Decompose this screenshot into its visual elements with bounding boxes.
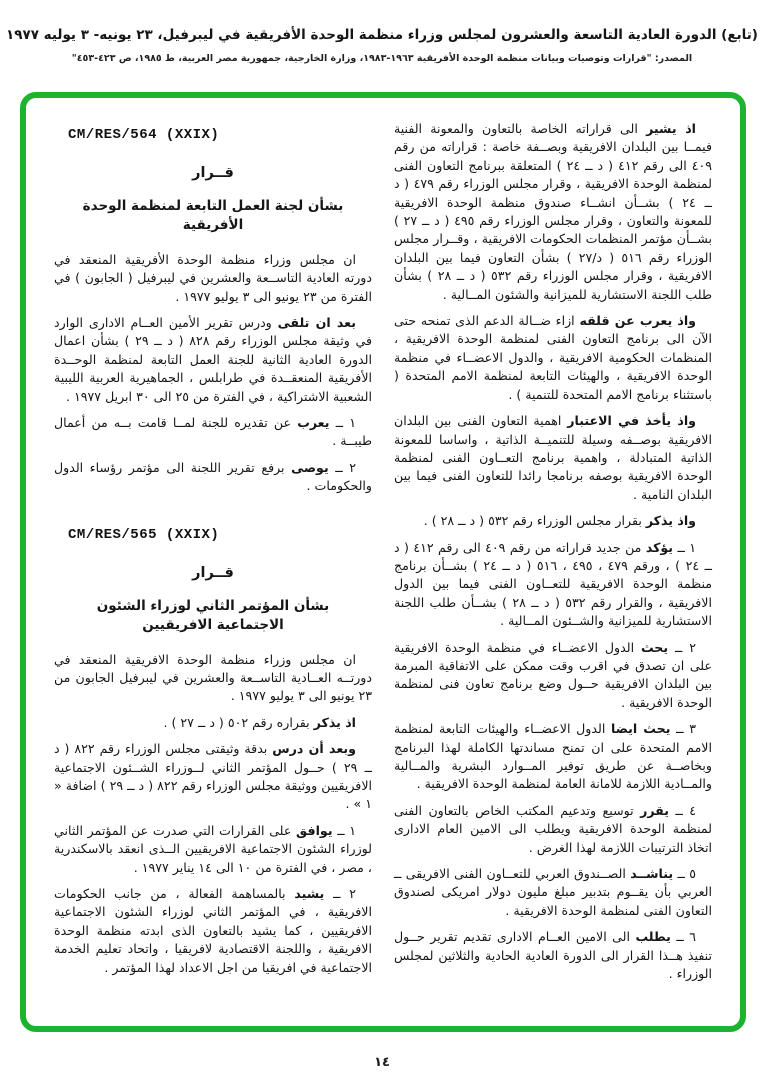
item-number: ٢ ــ	[333, 885, 356, 901]
paragraph-text: من جديد قراراته من رقم ٤٠٩ الى رقم ٤١٢ ( د ــ ٢٤ ) ، ورقم ٤٧٩ ، ٤٩٥ ، ٥١٦ ( د ــ ٢٤ ) بشــأن برنامج منظمة الوحدة الافريقية للتعــاون الفنى فيما بين الدول الافريقية ، والقرار رقم ٥٣٢ ( د ــ ٢٨ ) بشــأن طلب اللجنة الاستشارية للميزانية والشــئون المــالية .	[394, 539, 712, 629]
paragraph-text: بدقة وثيقتى مجلس الوزراء رقم ٨٢٢ ( د ــ ٢٩ ) حــول المؤتمر الثاني لــوزراء الشــئون الاجتماعية الافريقيين ووثيقة مجلس الوزراء رقم ٨٢٢ ( د ــ ٢٩ ) اضافة « ١ » .	[54, 741, 372, 812]
numbered-item	[54, 822, 372, 877]
numbered-item	[54, 885, 372, 977]
paragraph	[54, 740, 372, 814]
two-column-body	[26, 98, 740, 1001]
resolution-title: قــرار	[192, 565, 234, 582]
item-number: ٦ ــ	[676, 929, 696, 945]
item-number: ٢ ــ	[674, 639, 696, 655]
paragraph	[54, 651, 372, 706]
paragraph-text: الصــندوق العربي للتعــاون الفنى الافريقى ــ العربي بأن يقــوم بتدبير مبلغ مليون دولار امريكى لصندوق التعاون الفنى لمنظمة الوحدة الافريقية .	[394, 866, 712, 918]
page-header	[0, 0, 764, 64]
source-line: المصدر: "قرارات وتوصيات وبيانات منظمة الوحدة الأفريقية ١٩٦٣-١٩٨٣، وزارة الخارجية، جمهورية مصر العربية، ط ١٩٨٥، ص ٤٢٣-٤٥٣"	[71, 52, 693, 64]
item-number: ٤ ــ	[675, 802, 696, 818]
paragraph-text: برفع تقرير اللجنة الى مؤتمر رؤساء الدول والحكومات .	[54, 459, 372, 494]
paragraph	[54, 714, 372, 732]
resolution-code: CM/RES/565 (XXIX)	[68, 526, 220, 543]
numbered-item	[394, 720, 712, 794]
paragraph-lead: يؤكد	[645, 539, 674, 555]
paragraph-text: عن تقديره للجنة لمــا قامت بــه من أعمال طيبــة .	[54, 415, 372, 449]
paragraph-lead: واذ يأخذ في الاعتبار	[567, 413, 696, 429]
paragraph-text: ازاء ضــالة الدعم الذى تمنحه حتى الآن الى برنامج التعاون الفنى لمنظمة الوحدة الافريقية ، المنظمات الحكومية الافريقية ، والدول الاعضــاء في منظمة الوحدة الافريقية ، والهيئات التابعة لمنظمة الامم المتحدة ( باستثناء برنامج الامم المتحدة للتنمية ) .	[394, 313, 712, 402]
paragraph-text: ان مجلس وزراء منظمة الوحدة الأفريقية المنعقد في دورته العادية التاســعة والعشرين في ليبرفيل ( الجابون ) في الفترة من ٢٣ يونيو الى ٣ يوليو ١٩٧٧ .	[54, 251, 372, 304]
resolution-subtitle: بشأن لجنة العمل التابعة لمنظمة الوحدة الأفريقية	[82, 197, 344, 233]
session-title: (تابع) الدورة العادية التاسعة والعشرون لمجلس وزراء منظمة الوحدة الأفريقية في ليبرفيل، ٢٣ يونيه- ٣ يوليه ١٩٧٧	[6, 27, 758, 43]
numbered-item	[394, 539, 712, 631]
paragraph-lead: يوافق	[296, 822, 333, 838]
paragraph	[394, 412, 712, 504]
item-number: ٥ ــ	[677, 866, 696, 882]
paragraph-text: توسيع وتدعيم المكتب الخاص بالتعاون الفنى لمنظمة الوحدة الافريقية ويطلب الى الامين العام الادارى اتخاذ الترتيبات اللازمة لهذا الغرض .	[394, 802, 712, 855]
numbered-item	[54, 414, 372, 451]
item-number: ١ ــ	[677, 539, 696, 555]
paragraph-lead: يطلب	[635, 929, 671, 945]
paragraph-lead: يقرر	[640, 802, 669, 818]
paragraph-text: الدول الاعضــاء في منظمة الوحدة الافريقية على ان تصدق في اقرب وقت ممكن على الاتفاقية المبرمة بين البلدان الافريقية حــول وضع برنامج تعاون فنى لمنظمة الوحدة الافريقية .	[394, 639, 712, 710]
paragraph-text: ان مجلس وزراء منظمة الوحدة الافريقية المنعقد في دورتــه العــادية التاســعة والعشرين في ليبرفيل الجابون من ٢٣ يونيو الى ٣ يوليو ١٩٧٧ .	[54, 651, 372, 704]
numbered-item	[394, 639, 712, 713]
paragraph	[394, 120, 712, 304]
paragraph-lead: اذ يشير	[646, 121, 696, 136]
numbered-item	[394, 865, 712, 920]
item-number: ١ ــ	[335, 415, 356, 431]
item-number: ١ ــ	[337, 822, 356, 838]
paragraph-text: الى قراراته الخاصة بالتعاون والمعونة الفنية فيمــا بين البلدان الافريقية وبصــفة خاصة : قراراته من رقم ٤٠٩ الى رقم ٤١٢ ( د ــ ٢٤ ) المتعلقة ببرنامج التعاون الفنى لمنظمة الوحدة الافريقية ، وقرار مجلس الوزراء رقم ٤٧٩ ( د ــ ٢٤ ) بشــأن انشــاء صندوق منظمة الوحدة الافريقية للمعونة والتعاون ، وقرار مجلس الوزراء رقم ٤٩٥ ( د ــ ٢٧ ) بشــأن مؤتمر المنظمات الحكومات الافريقية ، وقــرار مجلس الوزراء رقم ٥١٦ ( د/٢٧ ) بشأن التعاون فيما بين البلدان الافريقية ، وقرار مجلس الوزراء رقم ٥٣٢ ( د ــ ٢٨ ) بشأن طلب اللجنة الاستشارية للميزانية والشئون المــالية .	[394, 121, 712, 302]
paragraph-text: بقرار مجلس الوزراء رقم ٥٣٢ ( د ــ ٢٨ ) .	[423, 513, 642, 529]
column-right-continuation	[394, 120, 712, 991]
numbered-item	[54, 459, 372, 496]
paragraph-text: بالمساهمة الفعالة ، من جانب الحكومات الافريقية ، في المؤتمر الثاني لوزراء الشئون الاجتماعية الافريقيين ، كما يشيد بالتعاون الذى ابدته منظمة الوحدة الافريقية ، واللجنة الاقتصادية لافريقيا ، واتحاد تعليم الخدمة الاجتماعية في افريقيا من اجل الاعداد لهذا المؤتمر .	[54, 885, 372, 975]
paragraph-lead: واذ يعرب عن قلقه	[579, 313, 696, 329]
paragraph	[54, 314, 372, 406]
paragraph	[394, 312, 712, 404]
item-number: ٢ ــ	[335, 459, 356, 475]
column-left-resolutions	[54, 120, 372, 991]
paragraph	[54, 251, 372, 306]
resolution-564	[54, 126, 372, 496]
paragraph	[394, 512, 712, 530]
item-number: ٣ ــ	[676, 721, 696, 737]
paragraph-lead: يناشــد	[630, 866, 674, 882]
paragraph-lead: يشيد	[294, 885, 325, 901]
paragraph-lead: يحث ايضا	[611, 721, 671, 737]
paragraph-text: ودرس تقرير الأمين العــام الادارى الوارد في وثيقة مجلس الوزراء رقم ٨٢٨ ( د ــ ٢٩ ) بشأن اعمال الدورة العادية الثانية للجنة العمل التابعة لمنظمة الوحــدة الأفريقية المنعقــدة في طرابلس ، الجماهيرية العربية الليبية الشعبية الاشتراكية ، في الفترة من ٢٥ الى ٣٠ ابريل ١٩٧٧ .	[54, 315, 372, 404]
numbered-item	[394, 928, 712, 983]
paragraph-lead: وبعد أن درس	[272, 741, 356, 757]
paragraph-lead: واذ يذكر	[645, 513, 696, 529]
paragraph-lead: يعرب	[297, 415, 330, 431]
paragraph-text: اهمية التعاون الفنى بين البلدان الافريقية بوصــفه وسيلة للتنميــة الذاتية ، واساسا للمعونة الذاتية المتبادلة ، واهمية برنامج التعــاون الفنى لمنظمة الوحدة الافريقية بوصفه برنامجا رائدا للتعاون الفنى فيما بين البلدان النامية .	[394, 413, 712, 502]
paragraph-text: بقراره رقم ٥٠٢ ( د ــ ٢٧ ) .	[163, 714, 310, 730]
paragraph-lead: اذ يذكر	[313, 714, 356, 730]
paragraph-text: على القرارات التي صدرت عن المؤتمر الثاني لوزراء الشئون الاجتماعية الافريقيين الــذى انعقد بالاسكندرية ، مصر ، في الفترة من ١٠ الى ١٤ يناير ١٩٧٧ .	[54, 822, 372, 875]
paragraph-text: الدول الاعضــاء والهيئات التابعة لمنظمة الامم المتحدة على ان تمنح مساندتها الكاملة لهذا البرنامج وبخاصــة عن طريق توفير المــوارد البشرية والمــالية والمــادية اللازمة للامانة العامة لمنظمة الوحدة الافريقية .	[394, 721, 712, 792]
paragraph-lead: بعد ان تلقى	[277, 315, 356, 331]
green-border-frame	[20, 92, 746, 1032]
paragraph-lead: يوصى	[291, 459, 329, 475]
resolution-code: CM/RES/564 (XXIX)	[68, 127, 220, 143]
paragraph-lead: يحث	[640, 639, 669, 655]
resolution-title: قــرار	[192, 165, 234, 182]
resolution-subtitle: بشأن المؤتمر الثاني لوزراء الشئون الاجتماعية الافريقيين	[96, 597, 330, 633]
resolution-565	[54, 526, 372, 977]
paragraph-text: الى الامين العــام الادارى تقديم تقرير حــول تنفيذ هــذا القرار الى الدورة العادية الحادية والثلاثين لمجلس الوزراء .	[394, 929, 712, 982]
numbered-item	[394, 802, 712, 857]
page-number: ١٤	[374, 1055, 390, 1070]
